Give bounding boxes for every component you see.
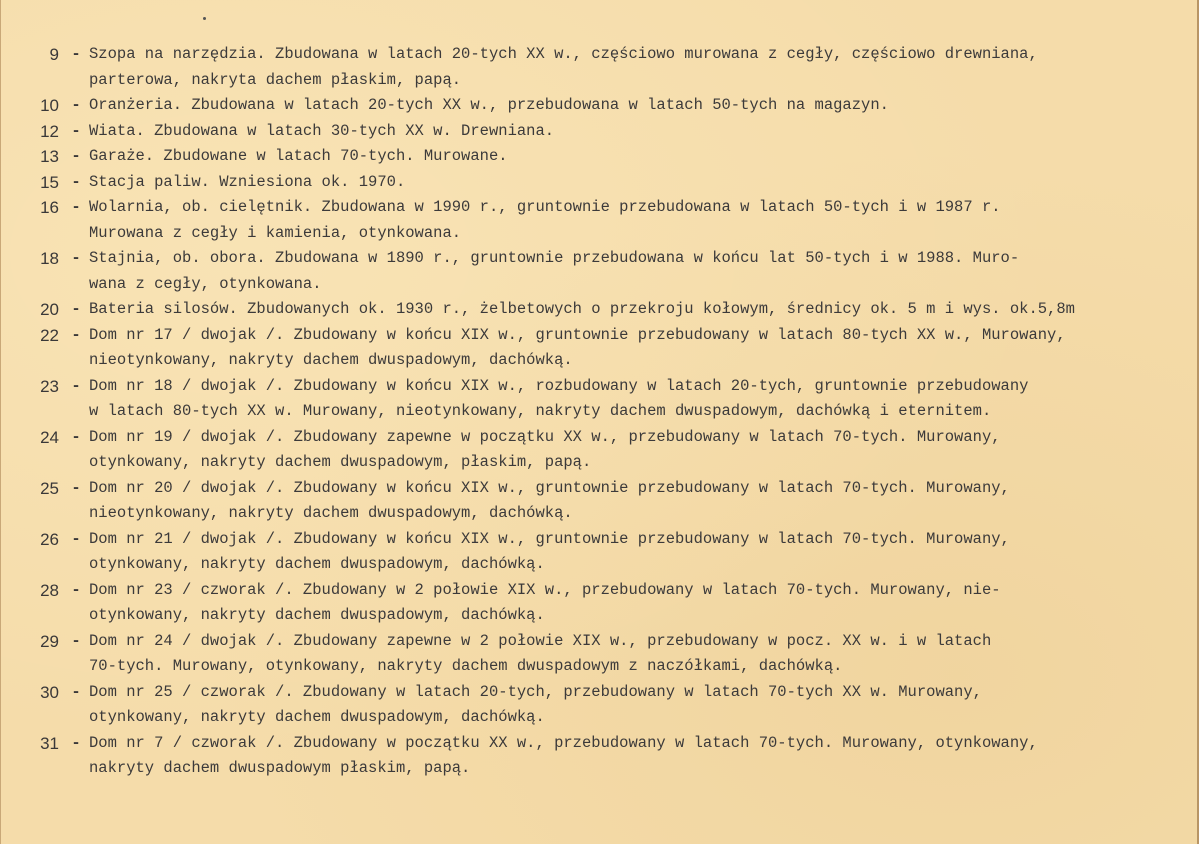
entry-dash: - bbox=[71, 96, 81, 114]
entry-text-line: otynkowany, nakryty dachem dwuspadowym, dachówką. bbox=[89, 708, 545, 726]
building-entry bbox=[1, 246, 1199, 297]
entry-number: 12 bbox=[40, 121, 59, 141]
entry-number: 20 bbox=[40, 300, 59, 319]
entry-text-line: Dom nr 7 / czworak /. Zbudowany w początku XX w., przebudowany w latach 70-tych. Murowany, otynkowany, bbox=[89, 733, 1038, 752]
entry-number: 22 bbox=[40, 325, 59, 345]
entry-dash: - bbox=[71, 325, 81, 344]
entry-number: 13 bbox=[40, 147, 59, 166]
entry-dash: - bbox=[71, 733, 81, 752]
entry-text-line: nakryty dachem dwuspadowym płaskim, papą. bbox=[89, 759, 471, 777]
building-entry bbox=[1, 144, 1199, 170]
entry-text-line: Stajnia, ob. obora. Zbudowana w 1890 r., gruntownie przebudowana w końcu lat 50-tych i w 1988. Muro- bbox=[89, 249, 1020, 267]
entry-dash: - bbox=[71, 529, 81, 548]
building-list bbox=[1, 42, 1199, 782]
entry-dash: - bbox=[71, 427, 81, 446]
entry-number: 23 bbox=[40, 376, 59, 396]
entry-text-line: Dom nr 20 / dwojak /. Zbudowany w końcu XIX w., gruntownie przebudowany w latach 70-tych. Murowany, bbox=[89, 478, 1010, 497]
entry-dash: - bbox=[71, 300, 81, 318]
entry-text-line: Dom nr 19 / dwojak /. Zbudowany zapewne w początku XX w., przebudowany w latach 70-tych. Murowany, bbox=[89, 427, 1001, 446]
entry-text-line: w latach 80-tych XX w. Murowany, nieotynkowany, nakryty dachem dwuspadowym, dachówką i eternitem. bbox=[89, 402, 992, 420]
building-entry bbox=[1, 93, 1199, 119]
entry-text-line: Dom nr 25 / czworak /. Zbudowany w latach 20-tych, przebudowany w latach 70-tych XX w. Murowany, bbox=[89, 682, 982, 701]
entry-dash: - bbox=[71, 121, 81, 140]
entry-number: 10 bbox=[40, 96, 59, 115]
building-entry bbox=[1, 297, 1199, 323]
entry-dash: - bbox=[71, 249, 81, 267]
entry-text-line: Bateria silosów. Zbudowanych ok. 1930 r., żelbetowych o przekroju kołowym, średnicy ok. 5 m i wys. ok.5,8m bbox=[89, 300, 1075, 318]
entry-text-line: Oranżeria. Zbudowana w latach 20-tych XX w., przebudowana w latach 50-tych na magazyn. bbox=[89, 96, 889, 114]
building-entry bbox=[1, 42, 1199, 93]
entry-number: 29 bbox=[40, 631, 59, 651]
building-entry bbox=[1, 629, 1199, 680]
entry-number: 24 bbox=[40, 427, 59, 447]
entry-text-line: Wolarnia, ob. cielętnik. Zbudowana w 1990 r., gruntownie przebudowana w latach 50-tych i w 1987 r. bbox=[89, 198, 1001, 216]
building-entry bbox=[1, 731, 1199, 782]
entry-text-line: otynkowany, nakryty dachem dwuspadowym, dachówką. bbox=[89, 555, 545, 573]
entry-text-line: Dom nr 21 / dwojak /. Zbudowany w końcu XIX w., gruntownie przebudowany w latach 70-tych. Murowany, bbox=[89, 529, 1010, 548]
entry-dash: - bbox=[71, 478, 81, 497]
entry-dash: - bbox=[71, 580, 81, 599]
building-entry bbox=[1, 170, 1199, 196]
entry-dash: - bbox=[71, 376, 81, 395]
entry-text-line: parterowa, nakryta dachem płaskim, papą. bbox=[89, 70, 462, 89]
building-entry bbox=[1, 476, 1199, 527]
entry-number: 30 bbox=[40, 682, 59, 702]
entry-text-line: Dom nr 24 / dwojak /. Zbudowany zapewne w 2 połowie XIX w., przebudowany w pocz. XX w. i w latach bbox=[89, 631, 992, 650]
entry-text-line: Stacja paliw. Wzniesiona ok. 1970. bbox=[89, 172, 406, 191]
entry-text-line: Dom nr 18 / dwojak /. Zbudowany w końcu XIX w., rozbudowany w latach 20-tych, gruntownie przebudowany bbox=[89, 376, 1029, 395]
entry-dash: - bbox=[71, 631, 81, 650]
entry-number: 16 bbox=[40, 198, 59, 217]
building-entry bbox=[1, 425, 1199, 476]
entry-text-line: wana z cegły, otynkowana. bbox=[89, 274, 322, 293]
building-entry bbox=[1, 527, 1199, 578]
building-entry bbox=[1, 323, 1199, 374]
entry-text-line: nieotynkowany, nakryty dachem dwuspadowym, dachówką. bbox=[89, 351, 573, 369]
entry-number: 28 bbox=[40, 580, 59, 600]
entry-text-line: Dom nr 17 / dwojak /. Zbudowany w końcu XIX w., gruntownie przebudowany w latach 80-tych XX w., Murowany, bbox=[89, 325, 1066, 344]
entry-text-line: Wiata. Zbudowana w latach 30-tych XX w. Drewniana. bbox=[89, 121, 555, 140]
entry-text-line: 70-tych. Murowany, otynkowany, nakryty dachem dwuspadowym z naczółkami, dachówką. bbox=[89, 657, 843, 675]
entry-text-line: Garaże. Zbudowane w latach 70-tych. Murowane. bbox=[89, 147, 508, 165]
entry-dash: - bbox=[71, 198, 81, 216]
entry-dash: - bbox=[71, 682, 81, 701]
entry-dash: - bbox=[71, 172, 81, 191]
entry-number: 15 bbox=[40, 172, 59, 192]
entry-text-line: Murowana z cegły i kamienia, otynkowana. bbox=[89, 223, 462, 242]
building-entry bbox=[1, 119, 1199, 145]
building-entry bbox=[1, 680, 1199, 731]
entry-text-line: nieotynkowany, nakryty dachem dwuspadowym, dachówką. bbox=[89, 504, 573, 522]
entry-number: 9 bbox=[49, 45, 59, 64]
building-entry bbox=[1, 374, 1199, 425]
entry-number: 25 bbox=[40, 478, 59, 498]
building-entry bbox=[1, 195, 1199, 246]
entry-number: 26 bbox=[40, 529, 59, 549]
entry-number: 18 bbox=[40, 249, 59, 268]
entry-number: 31 bbox=[40, 733, 59, 753]
entry-text-line: Dom nr 23 / czworak /. Zbudowany w 2 połowie XIX w., przebudowany w latach 70-tych. Murowany, nie- bbox=[89, 580, 1001, 599]
ink-dot bbox=[203, 17, 206, 20]
entry-text-line: Szopa na narzędzia. Zbudowana w latach 20-tych XX w., częściowo murowana z cegły, częściowo drewniana, bbox=[89, 45, 1038, 63]
entry-dash: - bbox=[71, 147, 81, 165]
entry-dash: - bbox=[71, 45, 81, 63]
entry-text-line: otynkowany, nakryty dachem dwuspadowym, płaskim, papą. bbox=[89, 453, 592, 471]
entry-text-line: otynkowany, nakryty dachem dwuspadowym, dachówką. bbox=[89, 606, 545, 624]
building-entry bbox=[1, 578, 1199, 629]
